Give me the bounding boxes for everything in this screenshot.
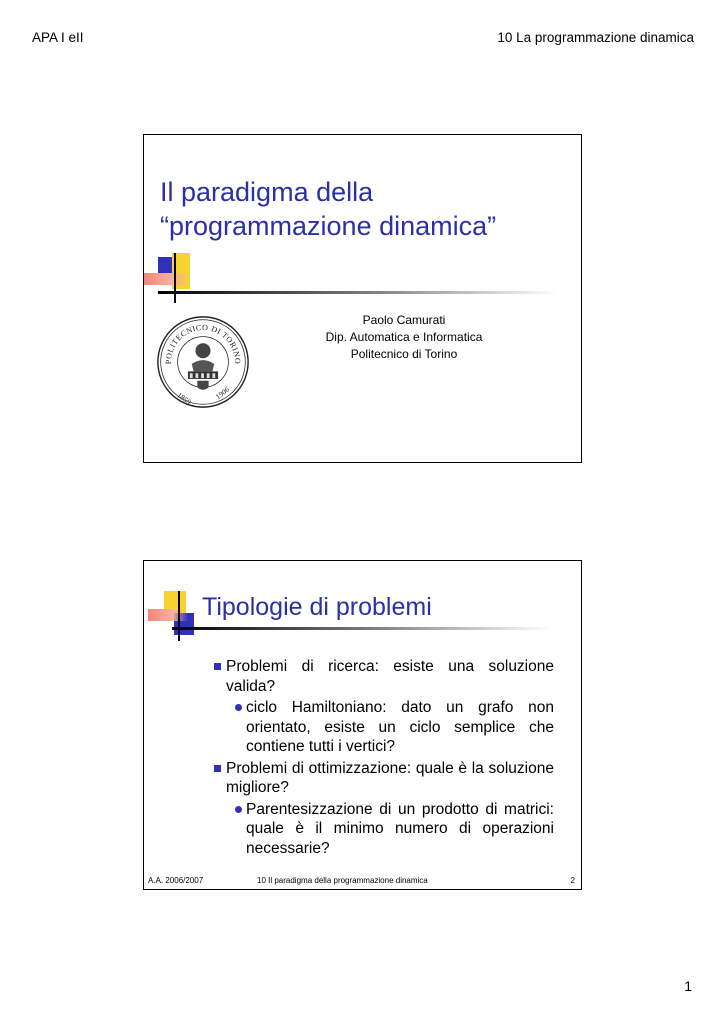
- square-bullet-icon: [214, 765, 221, 772]
- bullet-text: Problemi di ottimizzazione: quale è la soluzione migliore?: [226, 759, 554, 796]
- bullet-item: [214, 759, 554, 798]
- sub-bullet-item: [214, 800, 554, 859]
- sub-bullet-item: [214, 698, 554, 757]
- slide-2-title: Tipologie di problemi: [202, 593, 432, 621]
- slide-footer-center: 10 Il paradigma della programmazione dinamica: [257, 876, 428, 885]
- slide-2: [143, 560, 582, 890]
- header-right: 10 La programmazione dinamica: [497, 30, 694, 45]
- square-bullet-icon: [214, 663, 221, 670]
- slide-1: [143, 134, 582, 463]
- bullet-item: [214, 657, 554, 696]
- slide-1-decoration: [144, 253, 581, 303]
- horizontal-rule: [158, 291, 558, 294]
- round-bullet-icon: [235, 806, 242, 813]
- author-block: [294, 312, 514, 363]
- pink-bar: [148, 609, 188, 621]
- author-name: Paolo Camurati: [362, 313, 446, 327]
- sub-bullet-text: Parentesizzazione di un prodotto di matrici: quale è il minimo numero di operazioni necessarie?: [246, 800, 554, 857]
- bullet-list: [214, 657, 554, 860]
- svg-text:POLITECNICO DI TORINO: POLITECNICO DI TORINO: [164, 322, 243, 365]
- author-institution: Politecnico di Torino: [350, 347, 458, 361]
- slide-1-title-line-1: Il paradigma della: [160, 177, 374, 207]
- svg-text:1859: 1859: [175, 390, 193, 407]
- svg-text:1906: 1906: [213, 384, 232, 402]
- pink-bar: [144, 273, 190, 285]
- author-department: Dip. Automatica e Informatica: [325, 330, 483, 344]
- slide-footer-left: A.A. 2006/2007: [148, 876, 204, 885]
- slide-1-title-line-2: “programmazione dinamica”: [160, 211, 497, 241]
- sub-bullet-text: ciclo Hamiltoniano: dato un grafo non orientato, esiste un ciclo semplice che contiene tutti i vertici?: [246, 699, 554, 755]
- bullet-text: Problemi di ricerca: esiste una soluzione valida?: [226, 658, 554, 695]
- politecnico-seal-logo: [156, 315, 250, 409]
- page-number: 1: [684, 978, 692, 994]
- horizontal-rule: [172, 627, 552, 630]
- slide-footer-number: 2: [570, 876, 575, 885]
- round-bullet-icon: [235, 704, 242, 711]
- vertical-rule: [178, 591, 180, 641]
- slide-1-title: [160, 175, 496, 243]
- seal-text: POLITECNICO DI TORINO: [203, 322, 215, 324]
- vertical-rule: [174, 253, 176, 303]
- header-left: APA I eII: [32, 30, 84, 45]
